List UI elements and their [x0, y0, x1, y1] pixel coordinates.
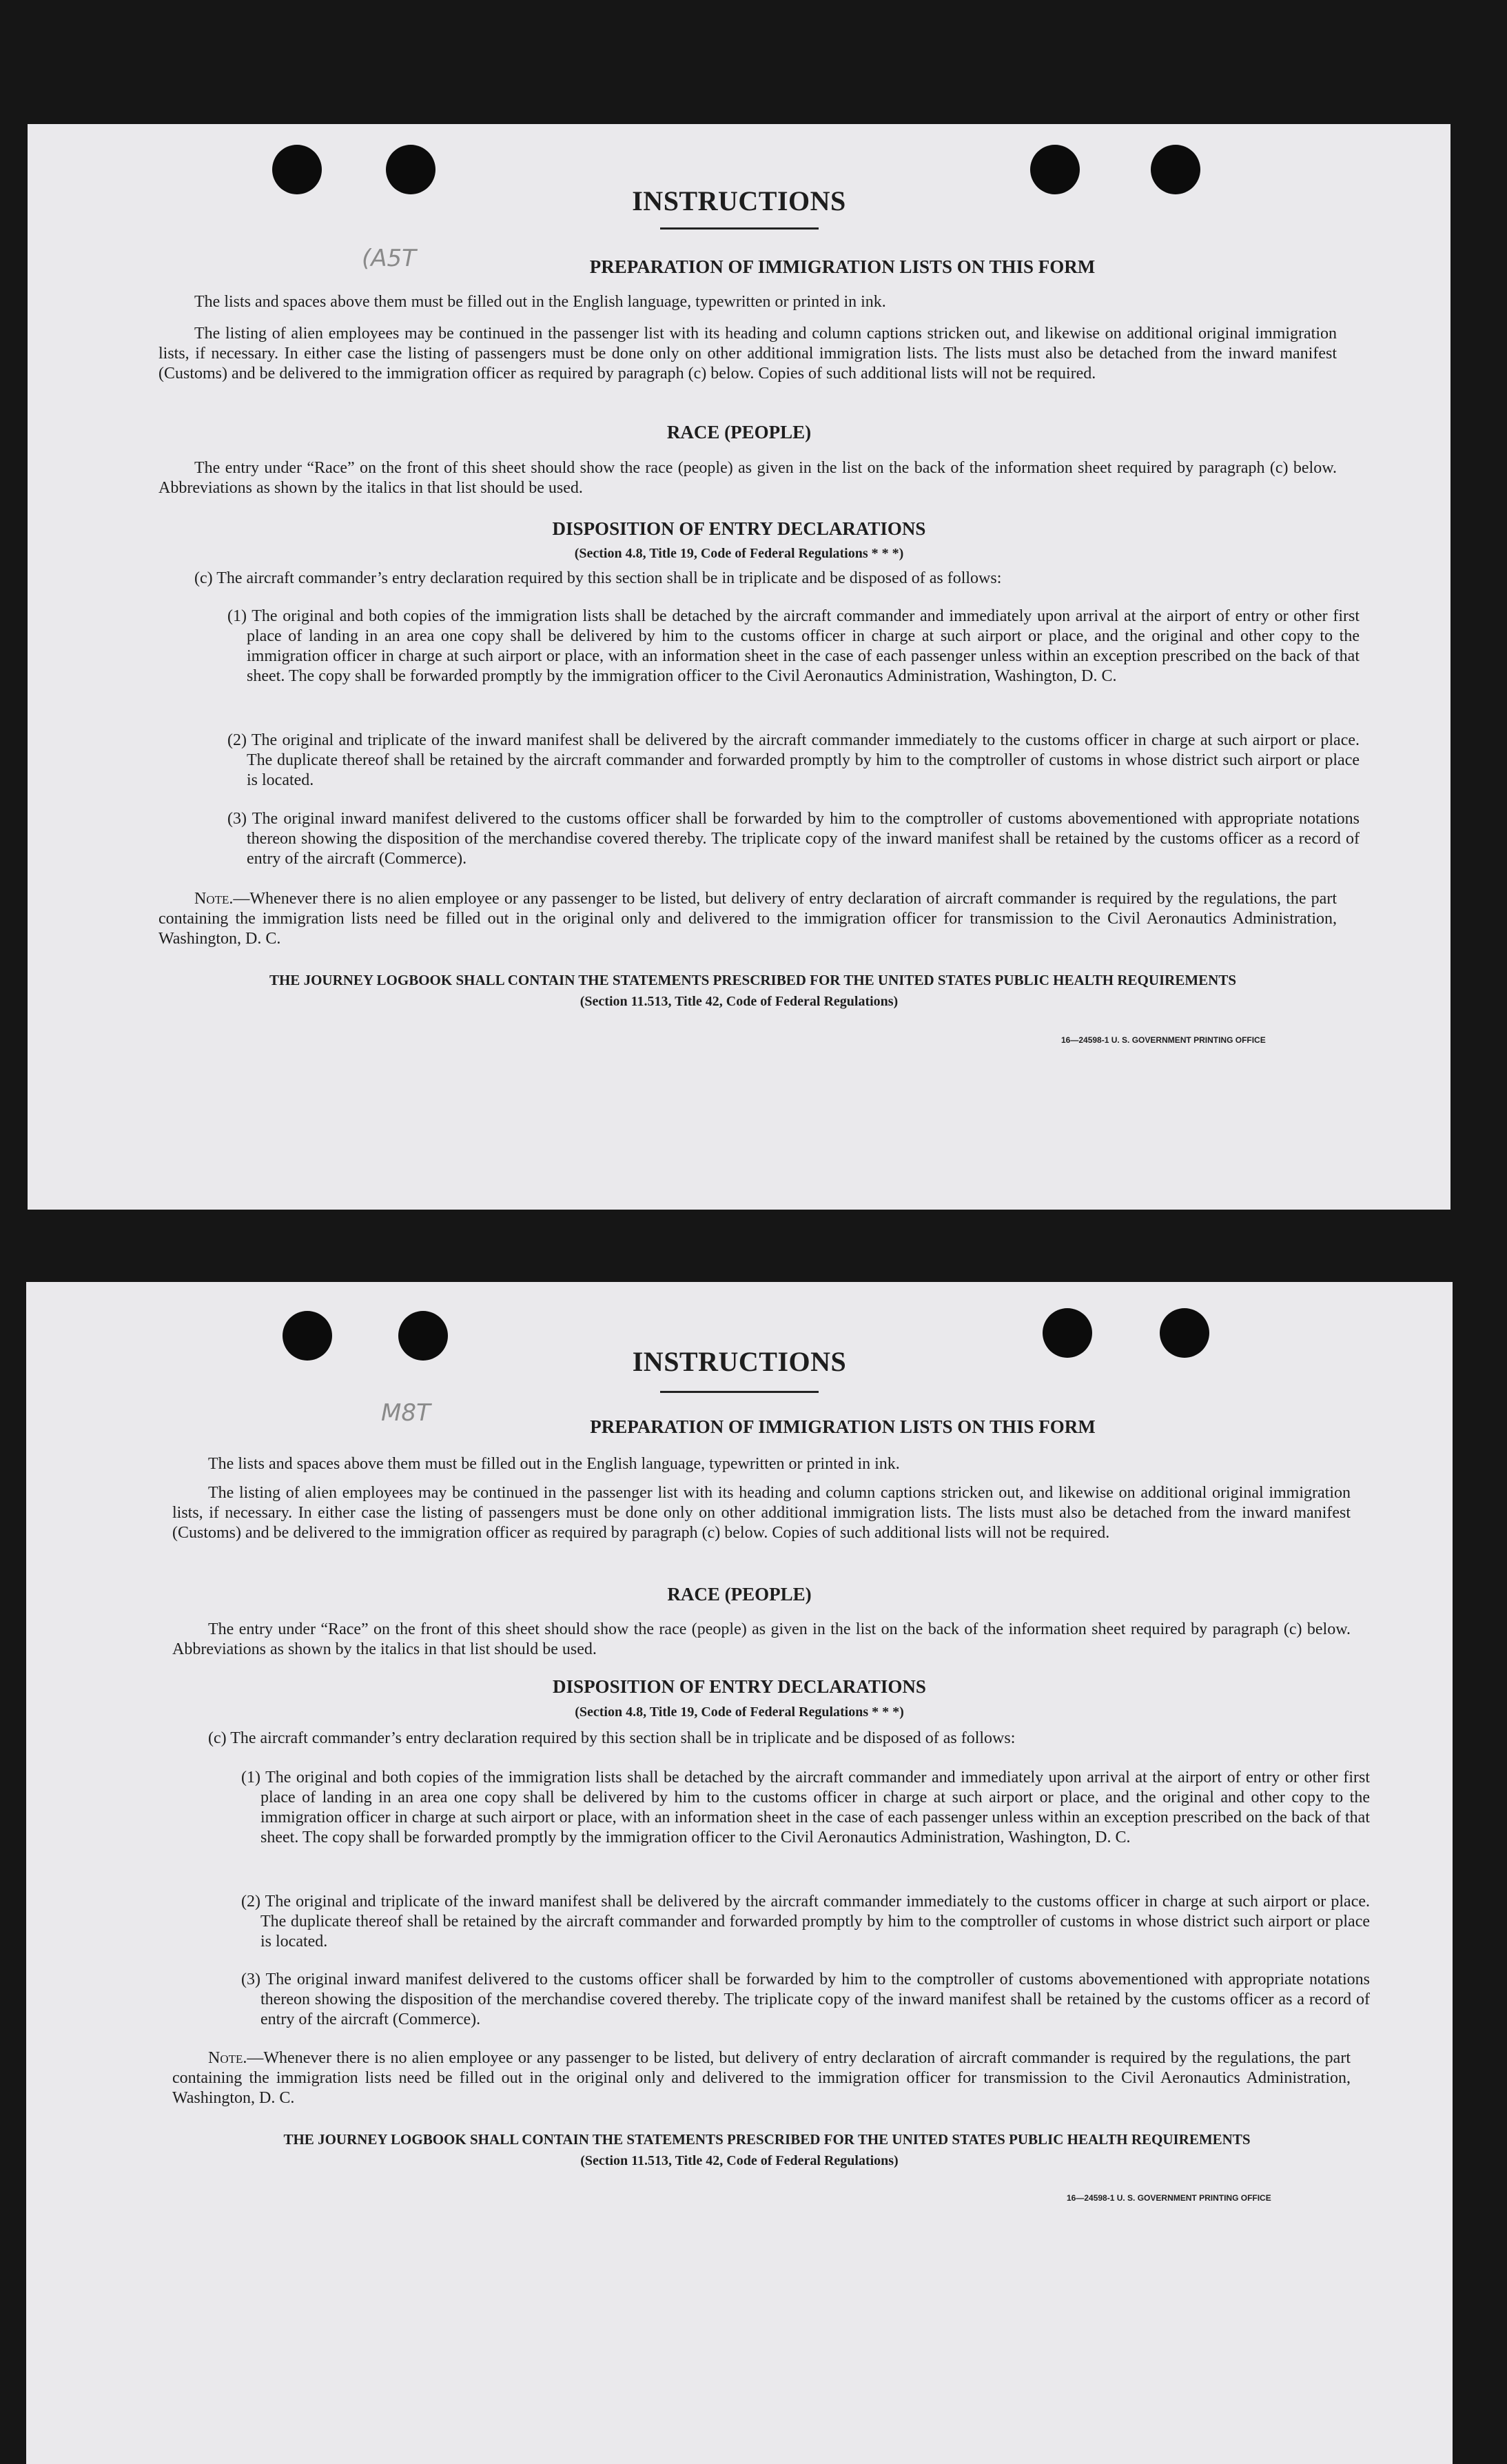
list-item: (2) The original and triplicate of the inward manifest shall be delivered by the aircraft commander immediately to the customs officer in charge at such airport or place. The duplicate thereof shall be retained by the aircraft commander and forwarded promptly by him to the comptroller of customs in whose district such airport or place is located.	[241, 1893, 1370, 1951]
list-item: (1) The original and both copies of the immigration lists shall be detached by the aircraft commander and immediately upon arrival at the airport of entry or other first place of landing in an area one copy shall be delivered by him to the customs officer in charge at such airport or place, and the original and other copy to the immigration officer in charge at such airport or place, with an information sheet in the case of each passenger unless within an exception prescribed on the back of that sheet. The copy shall be forwarded promptly by the immigration officer to the Civil Aeronautics Administration, Washington, D. C.	[241, 1769, 1370, 1846]
section-heading: RACE (PEOPLE)	[667, 1584, 812, 1605]
paragraph: The lists and spaces above them must be filled out in the English language, typewritten or printed in ink.	[194, 293, 886, 311]
list-item: (1) The original and both copies of the immigration lists shall be detached by the aircraft commander and immediately upon arrival at the airport of entry or other first place of landing in an area one copy shall be delivered by him to the customs officer in charge at such airport or place, and the original and other copy to the immigration officer in charge at such airport or place, with an information sheet in the case of each passenger unless within an exception prescribed on the back of that sheet. The copy shall be forwarded promptly by the immigration officer to the Civil Aeronautics Administration, Washington, D. C.	[227, 607, 1360, 685]
page-title: INSTRUCTIONS	[632, 1346, 847, 1377]
note-text: —Whenever there is no alien employee or any passenger to be listed, but delivery of entry declaration of aircraft commander is required by the regulations, the part containing the immigration lists need be filled out in the original only and delivered to the immigration officer for transmission to the Civil Aeronautics Administration, Washington, D. C.	[158, 890, 1337, 948]
page-title: INSTRUCTIONS	[632, 185, 846, 216]
journey-citation: (Section 11.513, Title 42, Code of Federal Regulations)	[580, 2153, 899, 2168]
list-item: (3) The original inward manifest delivered to the customs officer shall be forwarded by him to the comptroller of customs abovementioned with appropriate notations thereon showing the disposition of the merchandise covered thereby. The triplicate copy of the inward manifest shall be retained by the customs officer as a record of entry of the aircraft (Commerce).	[241, 1971, 1370, 2028]
section-heading: DISPOSITION OF ENTRY DECLARATIONS	[552, 518, 926, 539]
printer-footer: 16—24598-1 U. S. GOVERNMENT PRINTING OFFICE	[1061, 1035, 1266, 1045]
note-paragraph	[172, 2048, 1351, 2108]
note-paragraph	[158, 889, 1337, 949]
section-heading: RACE (PEOPLE)	[666, 422, 812, 442]
note-text: —Whenever there is no alien employee or any passenger to be listed, but delivery of entry declaration of aircraft commander is required by the regulations, the part containing the immigration lists need be filled out in the original only and delivered to the immigration officer for transmission to the Civil Aeronautics Administration, Washington, D. C.	[172, 2049, 1351, 2107]
note-label: Note.	[194, 890, 234, 908]
title-rule	[660, 1391, 819, 1393]
paragraph: The listing of alien employees may be continued in the passenger list with its heading and column captions stricken out, and likewise on additional original immigration lists, if necessary. In either case the listing of passengers must be done only on other additional immigration lists. The lists must also be detached from the inward manifest (Customs) and be delivered to the immigration officer as required by paragraph (c) below. Copies of such additional lists will not be required.	[158, 325, 1337, 383]
section-citation: (Section 4.8, Title 19, Code of Federal Regulations * * *)	[574, 546, 904, 561]
instruction-sheet-bottom	[26, 1282, 1453, 2464]
paragraph: The lists and spaces above them must be filled out in the English language, typewritten or printed in ink.	[208, 1455, 900, 1473]
section-heading: DISPOSITION OF ENTRY DECLARATIONS	[553, 1676, 926, 1697]
journey-heading: THE JOURNEY LOGBOOK SHALL CONTAIN THE STATEMENTS PRESCRIBED FOR THE UNITED STATES PUBLIC HEALTH REQUIREMENTS	[269, 972, 1237, 988]
list-item: (3) The original inward manifest delivered to the customs officer shall be forwarded by him to the comptroller of customs abovementioned with appropriate notations thereon showing the disposition of the merchandise covered thereby. The triplicate copy of the inward manifest shall be retained by the customs officer as a record of entry of the aircraft (Commerce).	[227, 810, 1360, 868]
printer-footer: 16—24598-1 U. S. GOVERNMENT PRINTING OFFICE	[1067, 2193, 1271, 2203]
paragraph: The entry under “Race” on the front of this sheet should show the race (people) as given in the list on the back of the information sheet required by paragraph (c) below. Abbreviations as shown by the italics in that list should be used.	[158, 459, 1337, 497]
instruction-sheet-top	[28, 124, 1450, 1210]
journey-citation: (Section 11.513, Title 42, Code of Federal Regulations)	[580, 994, 899, 1009]
handwritten-mark: M8T	[381, 1399, 431, 1427]
section-citation: (Section 4.8, Title 19, Code of Federal Regulations * * *)	[575, 1704, 904, 1720]
paragraph: The listing of alien employees may be continued in the passenger list with its heading and column captions stricken out, and likewise on additional original immigration lists, if necessary. In either case the listing of passengers must be done only on other additional immigration lists. The lists must also be detached from the inward manifest (Customs) and be delivered to the immigration officer as required by paragraph (c) below. Copies of such additional lists will not be required.	[172, 1484, 1351, 1542]
list-item: (2) The original and triplicate of the inward manifest shall be delivered by the aircraft commander immediately to the customs officer in charge at such airport or place. The duplicate thereof shall be retained by the aircraft commander and forwarded promptly by him to the comptroller of customs in whose district such airport or place is located.	[227, 731, 1360, 789]
journey-heading: THE JOURNEY LOGBOOK SHALL CONTAIN THE STATEMENTS PRESCRIBED FOR THE UNITED STATES PUBLIC HEALTH REQUIREMENTS	[283, 2131, 1251, 2148]
paragraph: The entry under “Race” on the front of this sheet should show the race (people) as given in the list on the back of the information sheet required by paragraph (c) below. Abbreviations as shown by the italics in that list should be used.	[172, 1620, 1351, 1658]
paragraph: (c) The aircraft commander’s entry declaration required by this section shall be in triplicate and be disposed of as follows:	[208, 1729, 1016, 1747]
note-label: Note.	[208, 2049, 247, 2067]
handwritten-mark: (A5T	[362, 245, 416, 272]
title-rule	[660, 227, 819, 230]
paragraph: (c) The aircraft commander’s entry declaration required by this section shall be in triplicate and be disposed of as follows:	[194, 569, 1002, 587]
section-heading: PREPARATION OF IMMIGRATION LISTS ON THIS FORM	[589, 256, 1096, 277]
section-heading: PREPARATION OF IMMIGRATION LISTS ON THIS FORM	[590, 1416, 1096, 1437]
